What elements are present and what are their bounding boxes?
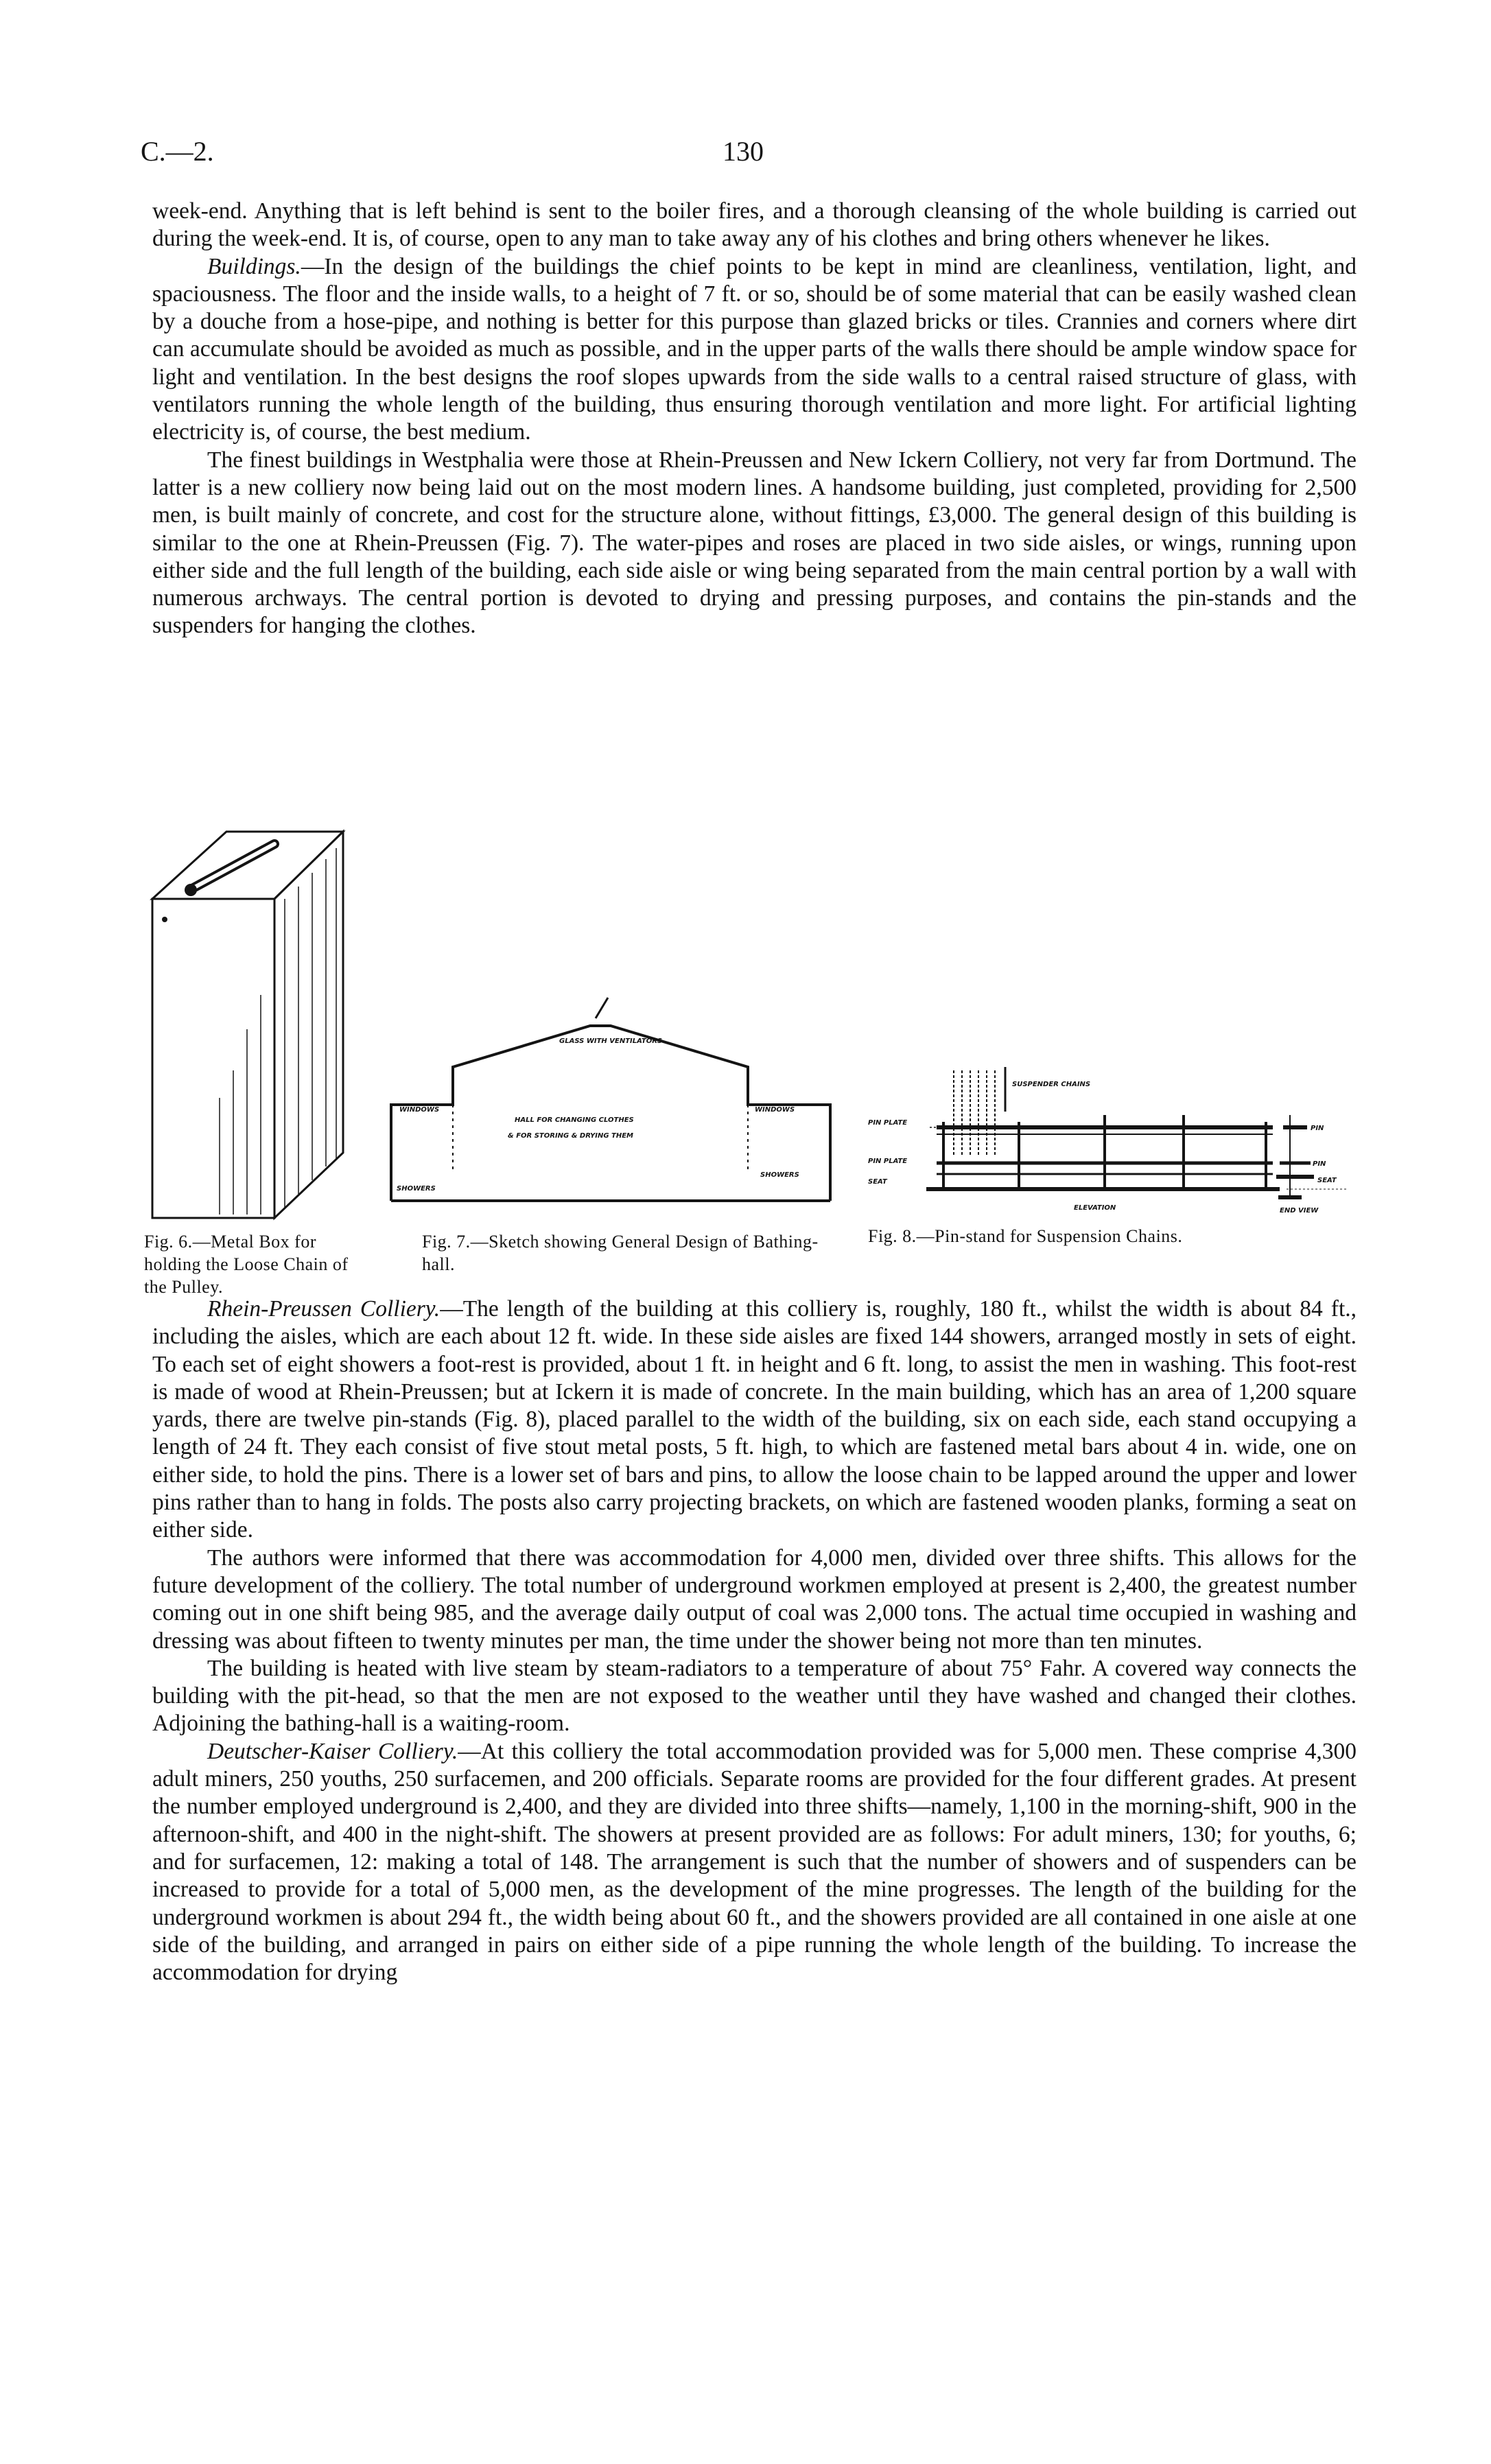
fig8-label-pin-plate-lower: PIN PLATE	[868, 1158, 908, 1165]
paragraph-continued: week-end. Anything that is left behind is sent to the boiler fires, and a thorough cleansing of the whole building is carried out during the week-end. It is, of course, open to any man to take away any of his clothes and bring others whenever he likes.	[152, 198, 1357, 252]
paragraph-lead: Buildings.	[207, 253, 301, 279]
figure-6-caption: Fig. 6.—Metal Box for holding the Loose Chain of the Pulley.	[144, 1232, 349, 1297]
fig7-label-showers-left: SHOWERS	[397, 1185, 436, 1193]
fig8-label-pin: PIN	[1311, 1125, 1324, 1132]
paragraph-lead: Rhein-Preussen Colliery.	[207, 1296, 441, 1322]
fig7-label-roof: GLASS WITH VENTILATORS	[559, 1037, 663, 1045]
paragraph-deutscher-kaiser: Deutscher-Kaiser Colliery.—At this colliery the total accommodation provided was for 5,000 men. These comprise 4,300 adult miners, 250 youths, 250 surfacemen, and 200 officials. Separate rooms are provided for the four different grades. At present the number employed underground is 2,400, and they are divided into three shifts—namely, 1,100 in the morning-shift, 900 in the afternoon-shift, and 400 in the night-shift. The showers at present provided are as follows: For adult miners, 130; for youths, 6; and for surfacemen, 12: making a total of 148. The arrangement is such that the number of showers and of suspenders can be increased to provide for a total of 5,000 men, as the development of the mine progresses. The length of the building for the underground workmen is about 294 ft., the width being about 60 ft., and the showers provided are all contained in one aisle at one side of the building, and arranged in pairs on either side of a pipe running the whole length of the building. To increase the accommodation for drying	[152, 1738, 1357, 1986]
figure-6-metal-box	[144, 823, 350, 1221]
fig8-label-pin-2: PIN	[1313, 1160, 1326, 1168]
paragraph-rhein-preussen: Rhein-Preussen Colliery.—The length of the building at this colliery is, roughly, 180 ft., whilst the width is about 84 ft., including the aisles, which are each about 12 ft. wide. In these side aisles are fixed 144 showers, arranged mostly in sets of eight. To each set of eight showers a foot-rest is provided, about 1 ft. in height and 6 ft. long, to assist the men in washing. This foot-rest is made of wood at Rhein-Preussen; but at Ickern it is made of concrete. In the main building, which has an area of 1,200 square yards, there are twelve pin-stands (Fig. 8), placed parallel to the width of the building, six on each side, each stand occupying a length of 24 ft. They each consist of five stout metal posts, 5 ft. high, to which are fastened metal bars about 4 in. wide, one on either side, to hold the pins. There is a lower set of bars and pins, to allow the loose chain to be lapped around the upper and lower pins rather than to hang in folds. The posts also carry projecting brackets, on which are fastened wooden planks, forming a seat on either side.	[152, 1296, 1357, 1543]
figure-7-bathing-hall	[384, 988, 837, 1208]
body-text-top	[152, 198, 1357, 640]
running-head	[141, 134, 1357, 169]
fig8-label-suspender: SUSPENDER CHAINS	[1012, 1081, 1091, 1088]
fig7-label-windows-right: WINDOWS	[755, 1106, 795, 1114]
fig7-label-hall-line2: & FOR STORING & DRYING THEM	[508, 1132, 633, 1140]
figure-7-caption: Fig. 7.—Sketch showing General Design of Bathing-hall.	[422, 1232, 819, 1274]
page-number: 130	[723, 136, 764, 167]
fig8-label-seat: SEAT	[868, 1178, 887, 1186]
figure-8-caption: Fig. 8.—Pin-stand for Suspension Chains.	[868, 1226, 1183, 1246]
body-text-bottom	[152, 1295, 1357, 1986]
paragraph-accommodation: The authors were informed that there was accommodation for 4,000 men, divided over three shifts. This allows for the future development of the colliery. The total number of underground workmen employed at present is 2,400, the greatest number coming out in one shift being 985, and the average daily output of coal was 2,000 tons. The actual time occupied in washing and dressing was about fifteen to twenty minutes per man, the time under the shower being not more than ten minutes.	[152, 1545, 1357, 1654]
fig8-label-pin-plate-upper: PIN PLATE	[868, 1119, 908, 1127]
figure-8-pin-stand	[868, 1060, 1362, 1218]
fig8-label-seat-2: SEAT	[1317, 1177, 1337, 1184]
fig7-label-hall-line1: HALL FOR CHANGING CLOTHES	[515, 1116, 634, 1124]
fig7-label-showers-right: SHOWERS	[760, 1171, 799, 1179]
paragraph-heating: The building is heated with live steam by steam-radiators to a temperature of about 75° Fahr. A covered way connects the building with the pit-head, so that the men are not exposed to the weather until they have washed and changed their clothes. Adjoining the bathing-hall is a waiting-room.	[152, 1655, 1357, 1737]
paragraph-lead: Deutscher-Kaiser Colliery.	[207, 1738, 458, 1764]
fig8-label-elevation: ELEVATION	[1074, 1204, 1116, 1212]
paragraph-westphalia: The finest buildings in Westphalia were those at Rhein-Preussen and New Ickern Colliery, not very far from Dortmund. The latter is a new colliery now being laid out on the most modern lines. A handsome building, just completed, providing for 2,500 men, is built mainly of concrete, and cost for the structure alone, without fittings, £3,000. The general design of this building is similar to the one at Rhein-Preussen (Fig. 7). The water-pipes and roses are placed in two side aisles, or wings, running upon either side and the full length of the building, each side aisle or wing being separated from the main central portion by a wall with numerous archways. The central portion is devoted to drying and pressing purposes, and contains the pin-stands and the suspenders for hanging the clothes.	[152, 447, 1357, 639]
document-code: C.—2.	[141, 136, 214, 167]
paragraph-buildings: Buildings.—In the design of the buildings the chief points to be kept in mind are cleanliness, ventilation, light, and spaciousness. The floor and the inside walls, to a height of 7 ft. or so, should be of some material that can be easily washed clean by a douche from a hose-pipe, and nothing is better for this purpose than glazed bricks or tiles. Crannies and corners where dirt can accumulate should be avoided as much as possible, and in the upper parts of the walls there should be ample window space for light and ventilation. In the best designs the roof slopes upwards from the side walls to a central raised structure of glass, with ventilators running the whole length of the building, thus ensuring thorough ventilation and more light. For artificial lighting electricity is, of course, the best medium.	[152, 253, 1357, 445]
fig8-label-end-view: END VIEW	[1280, 1207, 1319, 1215]
fig7-label-windows-left: WINDOWS	[399, 1106, 440, 1114]
